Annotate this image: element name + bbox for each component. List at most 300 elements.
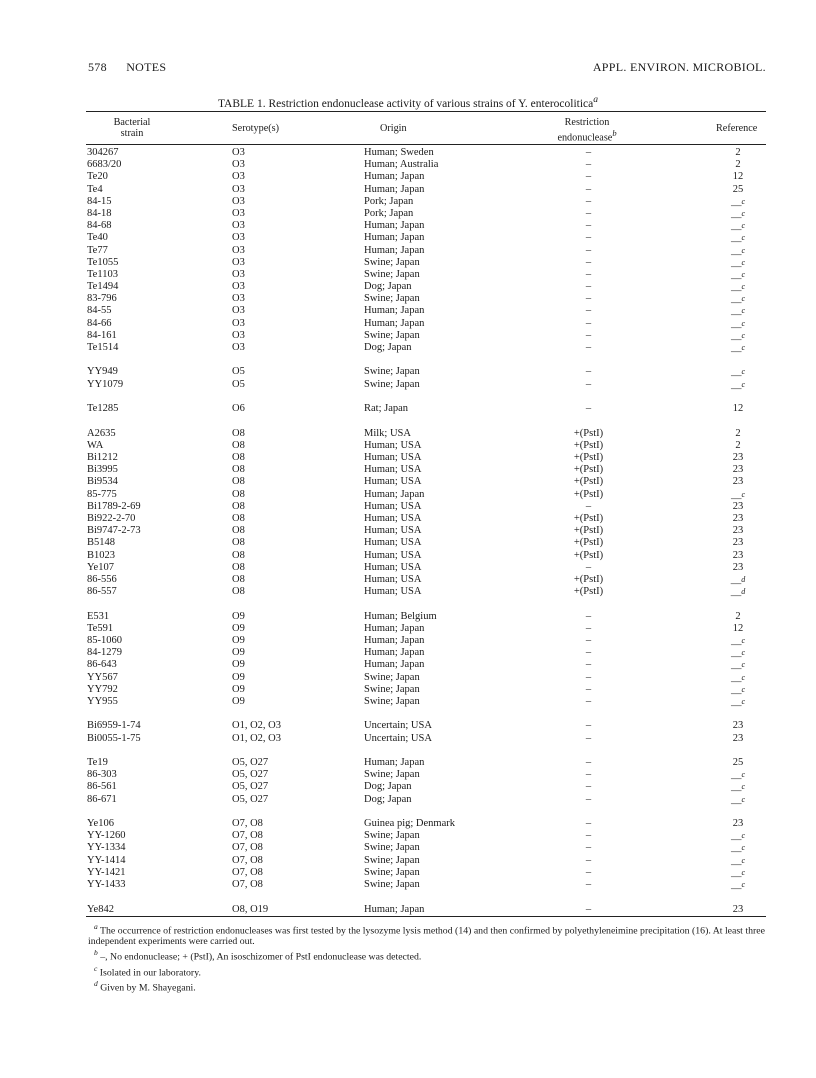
cell-strain: 84-66 (87, 317, 112, 329)
column-header-restriction (542, 117, 632, 143)
cell-strain: Te4 (87, 183, 103, 195)
reference-value: — (730, 651, 742, 663)
cell-serotype: O1, O2, O3 (232, 732, 281, 744)
cell-origin: Human; Japan (364, 171, 425, 183)
table-row (86, 513, 766, 525)
footnote (88, 963, 768, 978)
reference-footnote-mark: c (741, 489, 746, 499)
reference-footnote-mark: d (741, 574, 746, 584)
cell-serotype: O3 (232, 342, 245, 353)
cell-restriction: – (585, 305, 592, 317)
reference-value: — (730, 663, 742, 675)
cell-restriction: – (585, 683, 592, 695)
cell-serotype: O8 (232, 561, 245, 573)
cell-serotype: O5, O27 (232, 793, 269, 805)
cell-origin: Pork; Japan (364, 195, 414, 207)
cell-strain: YY-1260 (87, 830, 126, 842)
table-row (86, 501, 766, 513)
table-row (86, 683, 766, 700)
reference-value: 23 (732, 561, 744, 573)
cell-strain: YY-1433 (87, 879, 126, 891)
group-spacer (86, 391, 766, 403)
cell-origin: Human; USA (364, 512, 422, 524)
cell-restriction: – (585, 561, 592, 573)
cell-restriction: +(PstI) (573, 512, 604, 524)
cell-serotype: O1, O2, O3 (232, 720, 281, 732)
table-row (86, 879, 766, 895)
cell-origin: Swine; Japan (364, 268, 420, 280)
cell-restriction: – (585, 622, 592, 634)
cell-restriction: – (585, 268, 592, 280)
reference-footnote-mark: c (741, 318, 746, 328)
table-row (86, 464, 766, 476)
table-row (86, 757, 766, 769)
cell-restriction: – (585, 854, 592, 866)
column-header-strain: Bacterial strain (113, 117, 151, 139)
table-row (86, 440, 766, 452)
table-row (86, 329, 766, 346)
cell-serotype: O5 (232, 378, 245, 390)
table-row (86, 256, 766, 273)
cell-reference (714, 537, 762, 549)
cell-strain: 86-557 (87, 586, 117, 598)
cell-origin: Human; Japan (364, 317, 425, 329)
cell-strain: Bi3995 (87, 464, 118, 476)
cell-origin: Swine; Japan (364, 769, 420, 781)
reference-value: 23 (732, 732, 744, 744)
reference-footnote-mark: c (741, 843, 746, 853)
cell-strain: YY792 (87, 683, 118, 695)
cell-strain: Te1494 (87, 281, 119, 293)
cell-serotype: O3 (232, 171, 245, 183)
table-row (86, 488, 766, 505)
cell-strain: 85-1060 (87, 634, 122, 646)
cell-strain: Bi9534 (87, 476, 118, 488)
cell-restriction: +(PstI) (573, 488, 604, 500)
cell-serotype: O9 (232, 671, 245, 683)
cell-origin: Swine; Japan (364, 683, 420, 695)
reference-value: — (730, 285, 742, 297)
cell-reference (714, 733, 762, 745)
table-row (86, 476, 766, 488)
reference-footnote-mark: c (741, 696, 746, 706)
table-row (86, 317, 766, 334)
reference-value: — (730, 273, 742, 285)
cell-origin: Swine; Japan (364, 854, 420, 866)
cell-restriction: – (585, 220, 592, 232)
cell-restriction: +(PstI) (573, 427, 604, 439)
journal-name: APPL. ENVIRON. MICROBIOL. (592, 60, 766, 74)
cell-restriction: – (585, 732, 592, 744)
cell-restriction: – (585, 879, 592, 891)
reference-value: — (730, 212, 742, 224)
cell-reference (714, 501, 762, 513)
cell-origin: Human; USA (364, 586, 422, 598)
cell-reference (714, 611, 762, 623)
cell-origin: Swine; Japan (364, 329, 420, 341)
table-top-rule (86, 111, 766, 112)
reference-value: 2 (735, 159, 741, 171)
reference-value: 23 (732, 903, 744, 915)
cell-serotype: O5, O27 (232, 781, 269, 793)
table-row (86, 733, 766, 745)
cell-strain: WA (87, 439, 104, 451)
footnote-text: The occurrence of restriction endonucleases was first tested by the lysozyme lysis method (14) and then confirmed by polyethyleneimine precipitation (16). At least three independent experiments were carried out. (88, 925, 765, 948)
reference-value: 23 (732, 512, 744, 524)
cell-reference (714, 562, 762, 574)
cell-strain: YY1079 (87, 378, 124, 390)
reference-footnote-mark: c (741, 880, 746, 890)
reference-value: — (730, 590, 742, 602)
cell-restriction: – (585, 842, 592, 854)
table-row (86, 842, 766, 858)
cell-serotype: O3 (232, 159, 245, 171)
table-row (86, 428, 766, 440)
table-row (86, 659, 766, 675)
footnote-mark: b (94, 948, 98, 958)
table-row (86, 147, 766, 159)
cell-serotype: O7, O8 (232, 842, 263, 854)
reference-value: — (730, 236, 742, 248)
group-spacer (86, 598, 766, 610)
cell-origin: Milk; USA (364, 427, 411, 439)
cell-strain: YY949 (87, 366, 118, 378)
table-row (86, 159, 766, 171)
reference-value: — (730, 322, 742, 334)
reference-value: — (730, 578, 742, 590)
table-row (86, 671, 766, 687)
cell-serotype: O8 (232, 500, 245, 512)
cell-restriction: – (585, 500, 592, 512)
cell-restriction: – (585, 659, 592, 671)
table-row (86, 623, 766, 635)
cell-strain: Te1055 (87, 256, 119, 268)
reference-value: — (730, 871, 742, 883)
cell-restriction: – (585, 366, 592, 378)
cell-reference (714, 904, 762, 916)
reference-footnote-mark: c (741, 208, 746, 218)
footnote-text: Isolated in our laboratory. (99, 966, 201, 978)
table-row (86, 769, 766, 785)
cell-origin: Swine; Japan (364, 366, 420, 378)
reference-value: 23 (732, 500, 744, 512)
cell-origin: Human; USA (364, 476, 422, 488)
cell-serotype: O3 (232, 183, 245, 195)
cell-serotype: O3 (232, 329, 245, 341)
reference-value: 12 (732, 171, 744, 183)
cell-reference (714, 586, 762, 603)
cell-strain: 86-303 (87, 769, 117, 781)
group-spacer (86, 354, 766, 366)
reference-footnote-mark: c (741, 330, 746, 340)
cell-restriction: +(PstI) (573, 549, 604, 561)
cell-restriction: – (585, 903, 592, 915)
reference-footnote-mark: c (741, 782, 746, 792)
reference-value: 25 (732, 183, 744, 195)
table-row (86, 866, 766, 883)
reference-footnote-mark: c (741, 648, 746, 658)
cell-serotype: O8 (232, 512, 245, 524)
cell-serotype: O8 (232, 464, 245, 476)
cell-origin: Human; USA (364, 561, 422, 573)
cell-strain: YY-1421 (87, 866, 126, 878)
cell-origin: Dog; Japan (364, 281, 412, 293)
cell-reference (714, 720, 762, 732)
reference-value: 23 (732, 452, 744, 464)
reference-footnote-mark: c (741, 855, 746, 865)
reference-value: 23 (732, 476, 744, 488)
table-row (86, 293, 766, 309)
cell-serotype: O5, O27 (232, 757, 269, 769)
cell-reference (714, 464, 762, 476)
cell-serotype: O5 (232, 366, 245, 378)
cell-reference (714, 184, 762, 196)
reference-value: — (730, 334, 742, 346)
reference-value: 12 (732, 403, 744, 415)
table-row (86, 366, 766, 382)
reference-footnote-mark: c (741, 282, 746, 292)
cell-origin: Human; USA (364, 500, 422, 512)
table-row (86, 854, 766, 871)
table-row (86, 305, 766, 321)
cell-restriction: – (585, 757, 592, 769)
table-row (86, 232, 766, 248)
cell-origin: Human; Japan (364, 488, 425, 500)
cell-serotype: O8 (232, 488, 245, 500)
group-spacer (86, 415, 766, 427)
cell-strain: YY-1334 (87, 842, 126, 854)
cell-serotype: O8 (232, 586, 245, 598)
cell-origin: Swine; Japan (364, 378, 420, 390)
cell-reference (714, 757, 762, 769)
table-caption (0, 94, 816, 110)
reference-footnote-mark: c (741, 867, 746, 877)
cell-reference (714, 818, 762, 830)
footnote-mark: c (94, 963, 98, 973)
reference-footnote-mark: d (741, 587, 746, 597)
cell-serotype: O3 (232, 256, 245, 268)
table-row (86, 171, 766, 183)
cell-strain: 84-15 (87, 195, 112, 207)
cell-restriction: – (585, 793, 592, 805)
cell-serotype: O3 (232, 293, 245, 305)
cell-strain: Ye106 (87, 818, 114, 830)
cell-serotype: O9 (232, 610, 245, 622)
cell-reference (714, 550, 762, 562)
cell-restriction: – (585, 866, 592, 878)
table-row (86, 634, 766, 651)
table-header-rule (86, 144, 766, 145)
cell-strain: Bi1789-2-69 (87, 500, 141, 512)
cell-reference (714, 379, 762, 396)
reference-value: 12 (732, 622, 744, 634)
cell-serotype: O6 (232, 403, 245, 415)
cell-reference (714, 452, 762, 464)
group-spacer (86, 806, 766, 818)
cell-origin: Rat; Japan (364, 403, 409, 415)
cell-origin: Swine; Japan (364, 830, 420, 842)
group-spacer (86, 708, 766, 720)
cell-reference (714, 794, 762, 811)
cell-restriction: – (585, 781, 592, 793)
cell-restriction: – (585, 720, 592, 732)
cell-strain: 83-796 (87, 293, 117, 305)
reference-value: 2 (735, 439, 741, 451)
cell-restriction: – (585, 293, 592, 305)
cell-origin: Swine; Japan (364, 293, 420, 305)
cell-restriction: – (585, 147, 592, 158)
cell-strain: Te77 (87, 244, 108, 256)
reference-footnote-mark: c (741, 343, 746, 352)
cell-restriction: – (585, 281, 592, 293)
footnote-text: Given by M. Shayegani. (100, 982, 196, 994)
cell-origin: Human; Belgium (364, 610, 437, 622)
table-row (86, 403, 766, 415)
cell-serotype: O7, O8 (232, 879, 263, 891)
reference-value: 25 (732, 757, 744, 769)
reference-footnote-mark: c (741, 257, 746, 267)
cell-origin: Swine; Japan (364, 671, 420, 683)
cell-strain: Bi922-2-70 (87, 512, 136, 524)
cell-restriction: +(PstI) (573, 452, 604, 464)
cell-reference (714, 623, 762, 635)
reference-value: — (730, 639, 742, 651)
reference-footnote-mark: c (741, 672, 746, 682)
cell-origin: Human; USA (364, 573, 422, 585)
cell-serotype: O3 (232, 244, 245, 256)
cell-strain: Te20 (87, 171, 108, 183)
cell-origin: Dog; Japan (364, 781, 412, 793)
column-header-origin: Origin (380, 123, 407, 134)
cell-strain: Te1285 (87, 403, 119, 415)
cell-strain: Te40 (87, 232, 108, 244)
cell-restriction: – (585, 818, 592, 830)
cell-origin: Human; USA (364, 549, 422, 561)
reference-value: — (730, 859, 742, 871)
cell-strain: Te1103 (87, 268, 118, 280)
reference-value: — (730, 700, 742, 712)
reference-footnote-mark: c (741, 367, 746, 377)
cell-strain: 84-161 (87, 329, 117, 341)
table-row (86, 904, 766, 916)
cell-reference (714, 147, 762, 159)
cell-strain: Bi9747-2-73 (87, 525, 141, 537)
cell-strain: 85-775 (87, 488, 117, 500)
cell-serotype: O3 (232, 195, 245, 207)
cell-restriction: – (585, 159, 592, 171)
cell-restriction: +(PstI) (573, 464, 604, 476)
cell-serotype: O3 (232, 147, 245, 158)
cell-restriction: – (585, 403, 592, 415)
cell-strain: YY-1414 (87, 854, 126, 866)
cell-restriction: +(PstI) (573, 525, 604, 537)
reference-footnote-mark: c (741, 196, 746, 206)
reference-footnote-mark: c (741, 831, 746, 841)
cell-restriction: – (585, 317, 592, 329)
cell-restriction: – (585, 671, 592, 683)
cell-strain: YY567 (87, 671, 118, 683)
group-spacer (86, 891, 766, 903)
page-number: 578 (88, 60, 107, 74)
reference-value: 23 (732, 464, 744, 476)
cell-serotype: O7, O8 (232, 830, 263, 842)
reference-footnote-mark: c (741, 269, 746, 279)
table-row (86, 342, 766, 358)
reference-value: — (730, 688, 742, 700)
cell-serotype: O3 (232, 317, 245, 329)
cell-origin: Human; Japan (364, 634, 425, 646)
cell-origin: Human; USA (364, 537, 422, 549)
cell-reference (714, 171, 762, 183)
cell-restriction: – (585, 695, 592, 707)
reference-footnote-mark: c (741, 233, 746, 243)
footnote-mark: d (94, 978, 98, 988)
table-row (86, 281, 766, 297)
cell-serotype: O8 (232, 549, 245, 561)
table-row (86, 611, 766, 623)
caption-text: TABLE 1. Restriction endonuclease activity of various strains of Y. enterocolitica (217, 97, 594, 110)
cell-origin: Human; Japan (364, 183, 425, 195)
table-row (86, 562, 766, 574)
cell-restriction: – (585, 634, 592, 646)
cell-serotype: O9 (232, 695, 245, 707)
reference-value: — (730, 846, 742, 858)
reference-footnote-mark: c (741, 306, 746, 316)
cell-serotype: O7, O8 (232, 818, 263, 830)
cell-serotype: O3 (232, 305, 245, 317)
cell-strain: Te1514 (87, 342, 119, 353)
reference-value: 23 (732, 720, 744, 732)
cell-origin: Human; Japan (364, 232, 425, 244)
cell-origin: Human; USA (364, 452, 422, 464)
cell-origin: Human; Japan (364, 244, 425, 256)
reference-footnote-mark: c (741, 684, 746, 694)
cell-origin: Dog; Japan (364, 342, 412, 353)
table-row (86, 184, 766, 196)
table-row (86, 244, 766, 260)
reference-footnote-mark: c (741, 770, 746, 780)
cell-restriction: – (585, 329, 592, 341)
reference-footnote-mark: c (741, 245, 746, 255)
reference-footnote-mark: c (741, 635, 746, 645)
cell-origin: Human; Japan (364, 220, 425, 232)
cell-serotype: O3 (232, 268, 245, 280)
cell-strain: 84-68 (87, 220, 112, 232)
cell-serotype: O5, O27 (232, 769, 269, 781)
footnote-text: –, No endonuclease; + (PstI), An isoschizomer of PstI endonuclease was detected. (100, 951, 422, 963)
cell-strain: B1023 (87, 549, 116, 561)
cell-serotype: O9 (232, 634, 245, 646)
cell-serotype: O7, O8 (232, 866, 263, 878)
cell-restriction: +(PstI) (573, 573, 604, 585)
table-row (86, 720, 766, 732)
table-row (86, 573, 766, 590)
cell-strain: Ye107 (87, 561, 114, 573)
cell-restriction: – (585, 342, 592, 353)
cell-strain: 84-18 (87, 207, 112, 219)
table-row (86, 695, 766, 712)
cell-serotype: O3 (232, 207, 245, 219)
table-row (86, 586, 766, 602)
reference-value: — (730, 346, 742, 358)
cell-serotype: O9 (232, 622, 245, 634)
cell-reference (714, 428, 762, 440)
reference-value: 23 (732, 537, 744, 549)
reference-footnote-mark: c (741, 794, 746, 804)
cell-origin: Dog; Japan (364, 793, 412, 805)
cell-serotype: O8 (232, 452, 245, 464)
cell-strain: 86-643 (87, 659, 117, 671)
